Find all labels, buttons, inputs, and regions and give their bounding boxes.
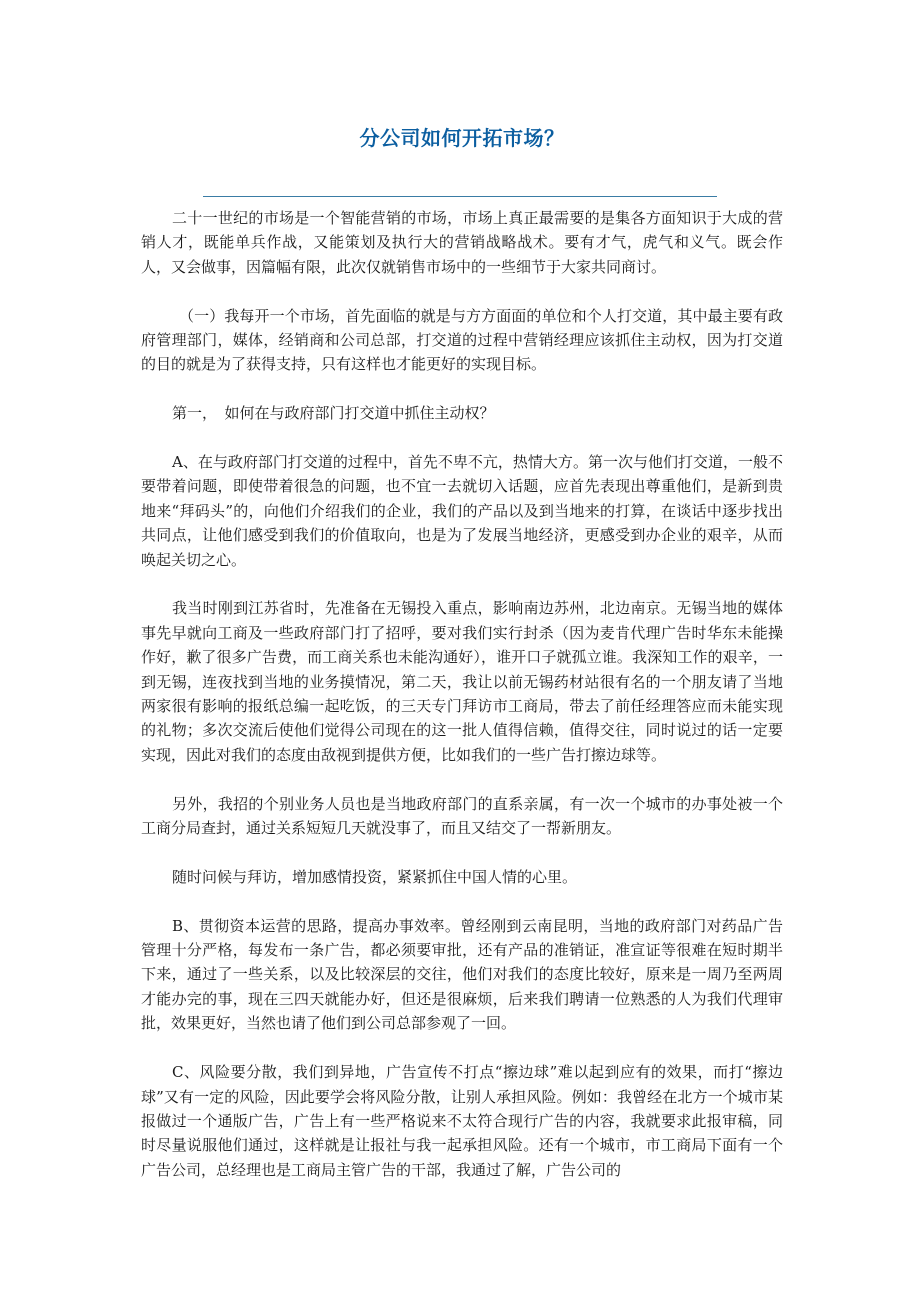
paragraph-intro: 二十一世纪的市场是一个智能营销的市场，市场上真正最需要的是集各方面知识于大成的营销人才，既能单兵作战，又能策划及执行大的营销战略战术。要有才气，虎气和义气。既会作人，又会做事，因篇幅有限，此次仅就销售市场中的一些细节于大家共同商讨。 — [141, 209, 783, 276]
paragraph-point-c: C、风险要分散，我们到异地，广告宣传不打点“擦边球”难以起到应有的效果，而打“擦边球”又有一定的风险，因此要学会将风险分散，让别人承担风险。例如：我曾经在北方一个城市某报做过一个通版广告，广告上有一些严格说来不太符合现行广告的内容，我就要求此报审稿，同时尽量说服他们通过，这样就是让报社与我一起承担风险。还有一个城市，市工商局下面有一个广告公司，总经理也是工商局主管广告的干部，我通过了解，广告公司的 — [141, 1063, 783, 1179]
paragraph-point-a: A、在与政府部门打交道的过程中，首先不卑不亢，热情大方。第一次与他们打交道，一般不要带着问题，即使带着很急的问题，也不宜一去就切入话题，应首先表现出尊重他们，是新到贵地来“拜码头”的，向他们介绍我们的企业，我们的产品以及到当地来的打算，在谈话中逐步找出共同点，让他们感受到我们的价值取向，也是为了发展当地经济，更感受到办企业的艰辛，从而唤起关切之心。 — [141, 453, 783, 569]
paragraph-jiangsu-story: 我当时刚到江苏省时，先准备在无锡投入重点，影响南边苏州，北边南京。无锡当地的媒体事先早就向工商及一些政府部门打了招呼，要对我们实行封杀（因为麦肯代理广告时华东未能操作好，歉了很多广告费，而工商关系也未能沟通好），谁开口子就孤立谁。我深知工作的艰辛，一到无锡，连夜找到当地的业务摸情况，第二天，我让以前无锡药材站很有名的一个朋友请了当地两家很有影响的报纸总编一起吃饭，的三天专门拜访市工商局，带去了前任经理答应而未能实现的礼物；多次交流后使他们觉得公司现在的这一批人值得信赖，值得交往，同时说过的话一定要实现，因此对我们的态度由敌视到提供方便，比如我们的一些广告打擦边球等。 — [141, 599, 783, 764]
paragraph-point-b: B、贯彻资本运营的思路，提高办事效率。曾经刚到云南昆明，当地的政府部门对药品广告管理十分严格，每发布一条广告，都必须要审批，还有产品的准销证，准宣证等很难在短时期半下来，通过了一些关系，以及比较深层的交往，他们对我们的态度比较好，原来是一周乃至两周才能办完的事，现在三四天就能办好，但还是很麻烦，后来我们聘请一位熟悉的人为我们代理审批，效果更好，当然也请了他们到公司总部参观了一回。 — [141, 916, 783, 1033]
paragraph-heading-first: 第一， 如何在与政府部门打交道中抓住主动权？ — [172, 404, 495, 423]
paragraph-staff-relations: 另外，我招的个别业务人员也是当地政府部门的直系亲属，有一次一个城市的办事处被一个工商分局查封，通过关系短短几天就没事了，而且又结交了一帮新朋友。 — [141, 794, 783, 838]
document-title: 分公司如何开拓市场？ — [359, 126, 565, 150]
title-divider — [203, 196, 717, 197]
document-body — [141, 206, 783, 1207]
paragraph-greetings: 随时问候与拜访，增加感情投资，紧紧抓住中国人情的心里。 — [172, 867, 578, 886]
paragraph-section-one: （一）我每开一个市场，首先面临的就是与方方面面的单位和个人打交道，其中最主要有政府管理部门，媒体，经销商和公司总部，打交道的过程中营销经理应该抓住主动权，因为打交道的目的就是为了获得支持，只有这样也才能更好的实现目标。 — [141, 306, 783, 374]
